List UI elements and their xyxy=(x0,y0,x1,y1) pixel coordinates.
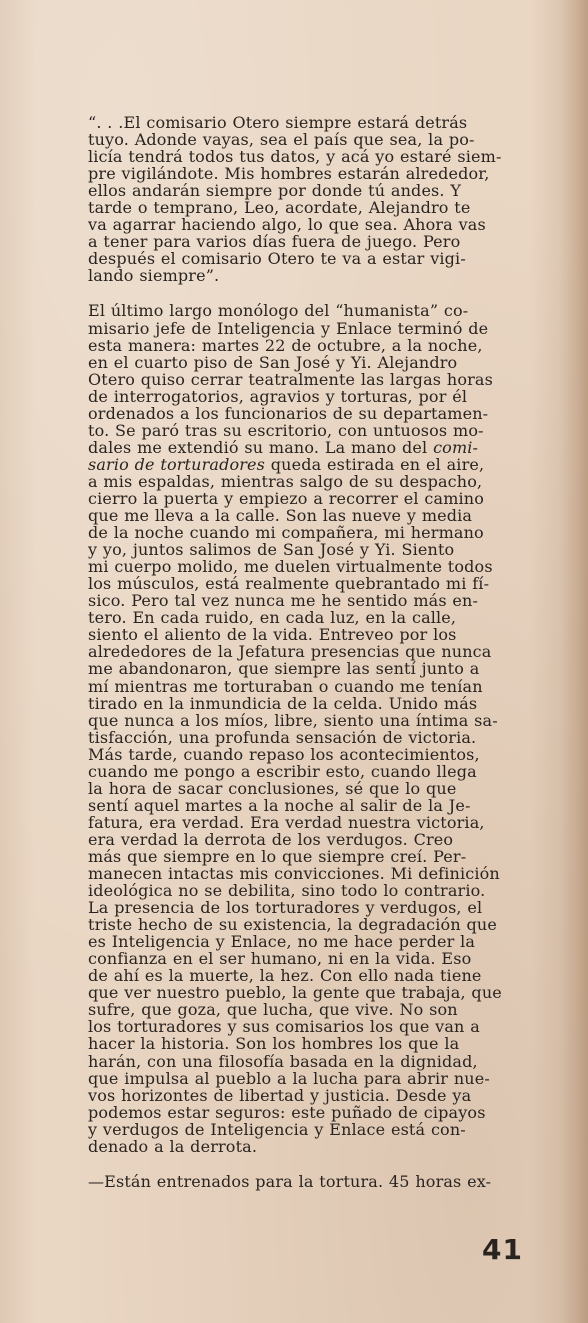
main-paragraph-text-1: El último largo monólogo del “humanista” co- misario jefe de Inteligencia y Enlace terminó de esta manera: martes 22 de octubre, a la noche, en el cuarto piso de San José y Yi. Alejandro Otero quiso cerrar teatralmente las largas horas de interrogatorios, agravios y torturas, por él ordenados a los funcionarios de su departamen- to. Se paró tras su escritorio, con untuosos mo- dales me extendió su mano. La mano del xyxy=(88,301,493,457)
quote-paragraph: “. . .El comisario Otero siempre estará detrás tuyo. Adonde vayas, sea el país que sea, la po- licía tendrá todos tus datos, y acá yo estaré siem- pre vigilándote. Mis hombres estarán alrededor, ellos andarán siempre por donde tú andes. Y tarde o temprano, Leo, acordate, Alejandro te va agarrar haciendo algo, lo que sea. Ahora vas a tener para varios días fuera de juego. Pero después el comisario Otero te va a estar vigi- lando siempre”. xyxy=(88,113,502,286)
page-edge-shading xyxy=(560,0,588,1323)
page-number: 41 xyxy=(482,1233,523,1266)
main-paragraph xyxy=(88,302,524,1154)
dialogue-line: —Están entrenados para la tortura. 45 horas ex- xyxy=(88,1171,492,1191)
main-paragraph-italic-phrase: comi- sario de torturadores xyxy=(88,437,479,474)
main-paragraph-text-2: queda estirada en el aire, a mis espaldas, mientras salgo de su despacho, cierro la puerta y empiezo a recorrer el camino que me lleva a la calle. Son las nueve y media de la noche cuando mi compañera, mi hermano y yo, juntos salimos de San José y Yi. Siento mi cuerpo molido, me duelen virtualmente todos los músculos, está realmente quebrantado mi fí- sico. Pero tal vez nunca me he sentido más en- tero. En cada ruido, en cada luz, en la calle, siento el aliento de la vida. Entreveo por los alrededores de la Jefatura presencias que nunca me abandonaron, que siempre las sentí junto a mí mientras me torturaban o cuando me tenían tirado en la inmundicia de la celda. Unido más que nunca a los míos, libre, siento una íntima sa- tisfacción, una profunda sensación de victoria. Más tarde, cuando repaso los acontecimientos, cuando me pongo a escribir esto, cuando llega la hora de sacar conclusiones, sé que lo que sentí aquel martes a la noche al salir de la Je- fatura, era verdad. Era verdad nuestra victoria, era verdad la derrota de los verdugos. Creo más que siempre en lo que siempre creí. Per- manecen intactas mis convicciones. Mi definición ideológica no se debilita, sino todo lo contrario. La presencia de los torturadores y verdugos, el triste hecho de su existencia, la degradación que es Inteligencia y Enlace, no me hace perder la confianza en el ser humano, ni en la vida. Eso de ahí es la muerte, la hez. Con ello nada tiene que ver nuestro pueblo, la gente que trabaja, que sufre, que goza, que lucha, que vive. No son los torturadores y sus comisarios los que van a hacer la historia. Son los hombres los que la harán, con una filosofía basada en la dignidad, que impulsa al pueblo a la lucha para abrir nue- vos horizontes de libertad y justicia. Desde ya podemos estar seguros: este puñado de cipayos y verdugos de Inteligencia y Enlace está con- denado a la derrota. xyxy=(88,454,502,1156)
page-text-block xyxy=(88,114,524,1190)
